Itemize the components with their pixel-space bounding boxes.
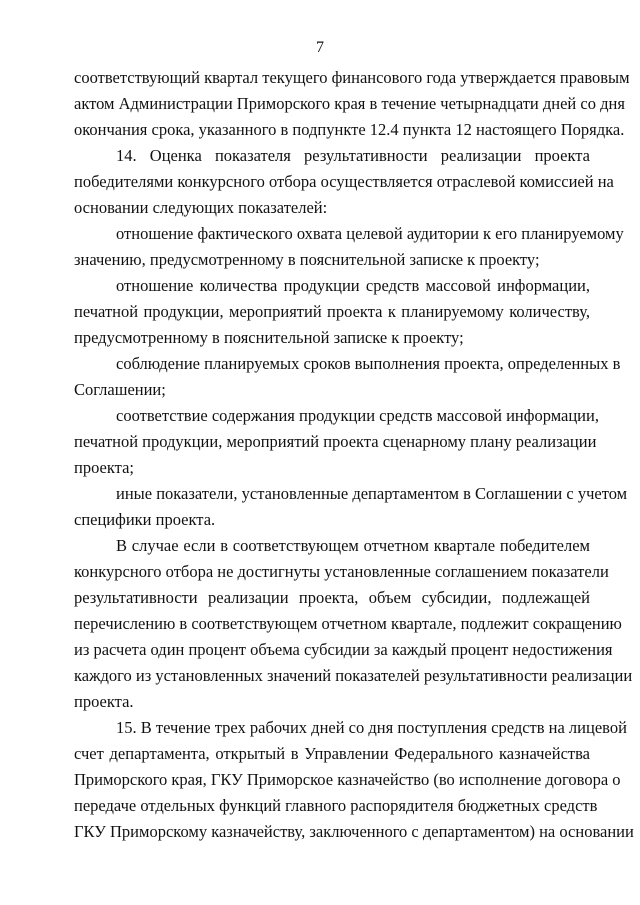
text-line: основании следующих показателей: xyxy=(74,198,328,217)
text-line: окончания срока, указанного в подпункте 12.4 пункта 12 настоящего Порядка. xyxy=(74,120,625,139)
text-line: победителями конкурсного отбора осуществляется отраслевой комиссией на xyxy=(74,172,614,191)
text-line: значению, предусмотренному в пояснительной записке к проекту; xyxy=(74,250,540,269)
text-line: Приморского края, ГКУ Приморское казначейство (во исполнение договора о xyxy=(74,770,621,789)
text-line: 14. Оценка показателя результативности реализации проекта xyxy=(116,146,590,165)
text-line: результативности реализации проекта, объем субсидии, подлежащей xyxy=(74,588,590,607)
text-line: из расчета один процент объема субсидии за каждый процент недостижения xyxy=(74,640,613,659)
text-line: каждого из установленных значений показателей результативности реализации xyxy=(74,666,633,685)
text-line: 15. В течение трех рабочих дней со дня поступления средств на лицевой xyxy=(116,718,627,737)
text-line: проекта; xyxy=(74,458,134,477)
text-line: печатной продукции, мероприятий проекта сценарному плану реализации xyxy=(74,432,597,451)
text-line: счет департамента, открытый в Управлении Федерального казначейства xyxy=(74,744,590,763)
text-line: соответствующий квартал текущего финансового года утверждается правовым xyxy=(74,68,630,87)
text-line: специфики проекта. xyxy=(74,510,216,529)
text-line: В случае если в соответствующем отчетном квартале победителем xyxy=(116,536,590,555)
text-line: соответствие содержания продукции средств массовой информации, xyxy=(116,406,599,425)
text-line: перечислению в соответствующем отчетном квартале, подлежит сокращению xyxy=(74,614,622,633)
text-line: актом Администрации Приморского края в течение четырнадцати дней со дня xyxy=(74,94,625,113)
document-body xyxy=(74,65,634,845)
text-line: соблюдение планируемых сроков выполнения проекта, определенных в xyxy=(116,354,621,373)
text-line: печатной продукции, мероприятий проекта к планируемому количеству, xyxy=(74,302,590,321)
text-line: ГКУ Приморскому казначейству, заключенного с департаментом) на основании xyxy=(74,822,634,841)
text-line: Соглашении; xyxy=(74,380,166,399)
text-line: отношение количества продукции средств массовой информации, xyxy=(116,276,590,295)
page-number: 7 xyxy=(316,39,324,56)
text-line: отношение фактического охвата целевой аудитории к его планируемому xyxy=(116,224,624,243)
text-line: предусмотренному в пояснительной записке к проекту; xyxy=(74,328,464,347)
text-line: передаче отдельных функций главного распорядителя бюджетных средств xyxy=(74,796,598,815)
text-line: конкурсного отбора не достигнуты установленные соглашением показатели xyxy=(74,562,609,581)
text-line: проекта. xyxy=(74,692,134,711)
text-line: иные показатели, установленные департаментом в Соглашении с учетом xyxy=(116,484,628,503)
